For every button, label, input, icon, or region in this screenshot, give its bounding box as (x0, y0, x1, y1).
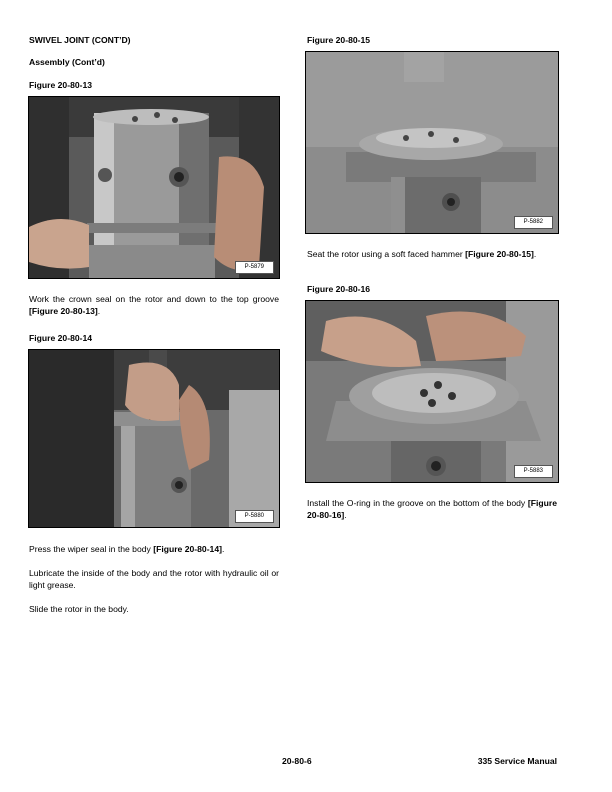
figure-caption-13: Figure 20-80-13 (29, 80, 93, 90)
figure-caption-16: Figure 20-80-16 (307, 284, 371, 294)
figure-ref: [Figure 20-80-14] (153, 544, 222, 554)
page-number: 20-80-6 (282, 756, 312, 766)
photo-code: P-5880 (235, 510, 274, 523)
manual-title: 335 Service Manual (477, 756, 557, 766)
figure-ref: [Figure 20-80-13] (29, 306, 98, 316)
paragraph-install-o-ring: Install the O-ring in the groove on the bottom of the body [Figure 20-80-16]. (307, 498, 557, 520)
subsection-title: Assembly (Cont’d) (29, 57, 105, 67)
paragraph-seat-rotor: Seat the rotor using a soft faced hammer [Figure 20-80-15]. (307, 249, 537, 259)
paragraph-slide-rotor: Slide the rotor in the body. (29, 604, 129, 614)
photo-code: P-5879 (235, 261, 274, 274)
paragraph-wiper-seal: Press the wiper seal in the body [Figure 20-80-14]. (29, 544, 225, 554)
figure-caption-15: Figure 20-80-15 (307, 35, 371, 45)
photo-code: P-5882 (514, 216, 553, 229)
section-title: SWIVEL JOINT (CONT’D) (29, 35, 131, 45)
figure-20-80-15-photo (305, 51, 559, 234)
paragraph-crown-seal: Work the crown seal on the rotor and down to the top groove [Figure 20-80-13]. (29, 294, 279, 316)
paragraph-lubricate: Lubricate the inside of the body and the rotor with hydraulic oil or light grease. (29, 568, 279, 590)
photo-code: P-5883 (514, 465, 553, 478)
figure-20-80-13-photo (28, 96, 280, 279)
figure-caption-14: Figure 20-80-14 (29, 333, 93, 343)
figure-20-80-14-photo (28, 349, 280, 528)
figure-20-80-16-photo (305, 300, 559, 483)
figure-ref: [Figure 20-80-16] (307, 498, 557, 520)
figure-ref: [Figure 20-80-15] (465, 249, 534, 259)
